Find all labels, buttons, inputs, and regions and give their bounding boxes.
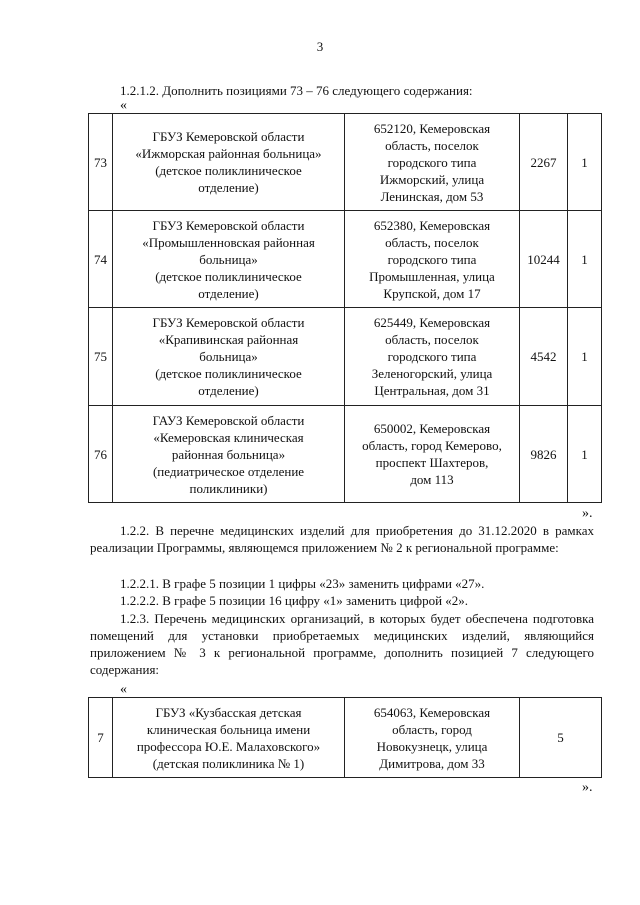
close-quote-2: ». [582, 780, 593, 795]
row-number: 73 [89, 114, 113, 211]
row-value: 10244 [520, 211, 568, 308]
item-1-2-2-2: 1.2.2.2. В графе 5 позиции 16 цифру «1» заменить цифрой «2». [120, 593, 469, 608]
open-quote-1: « [120, 98, 127, 113]
item-1-2-2: 1.2.2. В перечне медицинских изделий для приобретения до 31.12.2020 в рамках реализации Программы, являющемся приложением № 2 к региональной программе: [90, 523, 594, 555]
open-quote-2: « [120, 682, 127, 697]
org-name: ГАУЗ Кемеровской области «Кемеровская клиническая районная больница» (педиатрическое отделение поликлиники) [113, 406, 345, 503]
item-1-2-3: 1.2.3. Перечень медицинских организаций, в которых будет обеспечена подготовка помещений для установки приобретаемых медицинских изделий, являющийся приложением № 3 к региональной программе, дополнить позицией 7 следующего содержания: [90, 611, 594, 677]
table-row [89, 698, 602, 778]
row-number: 75 [89, 308, 113, 406]
table-row [89, 406, 602, 503]
row-value: 2267 [520, 114, 568, 211]
item-1-2-1-2: 1.2.1.2. Дополнить позициями 73 – 76 следующего содержания: [120, 83, 473, 98]
page-number: 3 [316, 39, 324, 54]
row-number: 7 [89, 698, 113, 778]
org-address: 625449, Кемеровская область, поселок городского типа Зеленогорский, улица Центральная, дом 31 [345, 308, 520, 406]
row-value: 5 [520, 698, 602, 778]
row-value: 4542 [520, 308, 568, 406]
row-value: 9826 [520, 406, 568, 503]
table-1 [88, 113, 602, 503]
item-1-2-2-1: 1.2.2.1. В графе 5 позиции 1 цифры «23» заменить цифрами «27». [120, 576, 485, 591]
org-name: ГБУЗ Кемеровской области «Ижморская районная больница» (детское поликлиническое отделение) [113, 114, 345, 211]
org-address: 654063, Кемеровская область, город Новокузнецк, улица Димитрова, дом 33 [345, 698, 520, 778]
org-name: ГБУЗ «Кузбасская детская клиническая больница имени профессора Ю.Е. Малаховского» (детская поликлиника № 1) [113, 698, 345, 778]
row-qty: 1 [568, 114, 602, 211]
row-number: 76 [89, 406, 113, 503]
row-qty: 1 [568, 308, 602, 406]
row-number: 74 [89, 211, 113, 308]
org-name: ГБУЗ Кемеровской области «Промышленновская районная больница» (детское поликлиническое отделение) [113, 211, 345, 308]
org-address: 652380, Кемеровская область, поселок городского типа Промышленная, улица Крупской, дом 17 [345, 211, 520, 308]
org-name: ГБУЗ Кемеровской области «Крапивинская районная больница» (детское поликлиническое отделение) [113, 308, 345, 406]
table-row [89, 114, 602, 211]
table-row [89, 211, 602, 308]
org-address: 650002, Кемеровская область, город Кемерово, проспект Шахтеров, дом 113 [345, 406, 520, 503]
row-qty: 1 [568, 406, 602, 503]
table-row [89, 308, 602, 406]
close-quote-1: ». [582, 506, 593, 521]
org-address: 652120, Кемеровская область, поселок городского типа Ижморский, улица Ленинская, дом 53 [345, 114, 520, 211]
table-2 [88, 697, 602, 778]
row-qty: 1 [568, 211, 602, 308]
